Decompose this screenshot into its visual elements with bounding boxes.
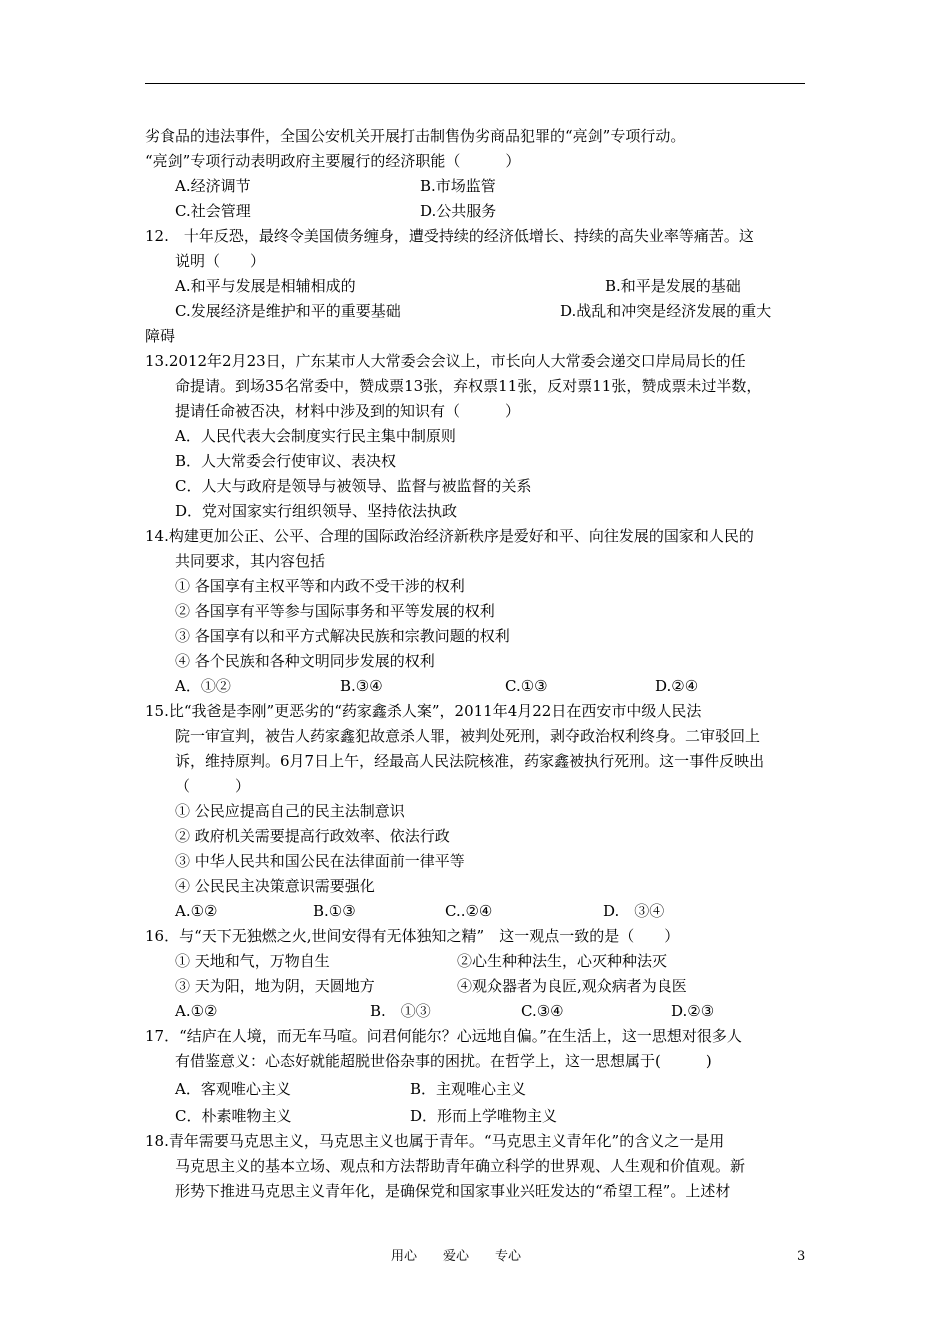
q16-option-d: D.②③ (671, 1002, 715, 1020)
q14-option-c: C.①③ (505, 677, 548, 695)
q11-option-a: A.经济调节 (175, 177, 251, 195)
q13-option-c: C．人大与政府是领导与被领导、监督与被监督的关系 (175, 477, 532, 495)
q17-line-1: 17．“结庐在人境，而无车马喧。问君何能尔？心远地自偏。”在生活上，这一思想对很多人 (145, 1027, 742, 1045)
q13-option-d: D．党对国家实行组织领导、坚持依法执政 (175, 502, 458, 520)
q16-item-2: ②心生种种法生，心灭种种法灭 (457, 952, 668, 970)
q17-option-c: C．朴素唯物主义 (175, 1107, 292, 1125)
q13-line-2: 命提请。到场35名常委中，赞成票13张，弃权票11张，反对票11张，赞成票未过半数， (175, 377, 762, 395)
q15-option-a: A.①② (175, 902, 218, 920)
q15-item-4: ④ 公民民主决策意识需要强化 (175, 877, 375, 895)
q14-item-1: ① 各国享有主权平等和内政不受干涉的权利 (175, 577, 465, 595)
q18-line-3: 形势下推进马克思主义青年化，是确保党和国家事业兴旺发达的“希望工程”。上述材 (175, 1182, 731, 1200)
q16-option-c: C.③④ (521, 1002, 564, 1020)
q11-option-d: D.公共服务 (420, 202, 497, 220)
q17-option-d: D．形而上学唯物主义 (410, 1107, 558, 1125)
q13-option-b: B．人大常委会行使审议、表决权 (175, 452, 397, 470)
q16-line-1: 16．与“天下无独燃之火,世间安得有无体独知之精” 这一观点一致的是（ ） (145, 927, 680, 945)
q13-line-3: 提请任命被否决，材料中涉及到的知识有（ ） (175, 402, 521, 420)
q15-item-2: ② 政府机关需要提高行政效率、依法行政 (175, 827, 450, 845)
q15-line-2: 院一审宣判，被告人药家鑫犯故意杀人罪，被判处死刑，剥夺政治权利终身。二审驳回上 (175, 727, 761, 745)
q16-item-4: ④观众器者为良匠,观众病者为良医 (457, 977, 687, 995)
q16-item-1: ① 天地和气，万物自生 (175, 952, 330, 970)
q13-line-1: 13.2012年2月23日，广东某市人大常委会会议上，市长向人大常委会递交口岸局局长的任 (145, 352, 746, 370)
q12-line-2: 说明（ ） (175, 252, 266, 270)
q15-line-3: 诉，维持原判。6月7日上午，经最高人民法院核准，药家鑫被执行死刑。这一事件反映出 (175, 752, 765, 770)
q12-option-a: A.和平与发展是相辅相成的 (175, 277, 356, 295)
q17-option-b: B．主观唯心主义 (410, 1080, 527, 1098)
q11-line-2: “亮剑”专项行动表明政府主要履行的经济职能（ ） (145, 152, 521, 170)
q15-option-c: C..②④ (445, 902, 493, 920)
q15-item-3: ③ 中华人民共和国公民在法律面前一律平等 (175, 852, 465, 870)
q12-option-d-wrap: 障碍 (145, 327, 176, 345)
q14-item-3: ③ 各国享有以和平方式解决民族和宗教问题的权利 (175, 627, 510, 645)
q12-option-d: D.战乱和冲突是经济发展的重大 (560, 302, 772, 320)
q14-option-b: B.③④ (340, 677, 383, 695)
q15-item-1: ① 公民应提高自己的民主法制意识 (175, 802, 405, 820)
q15-line-4: （ ） (175, 777, 251, 795)
q12-option-c: C.发展经济是维护和平的重要基础 (175, 302, 401, 320)
q16-option-b: B. ①③ (370, 1002, 431, 1020)
q14-line-2: 共同要求，其内容包括 (175, 552, 326, 570)
q11-option-b: B.市场监管 (420, 177, 496, 195)
q12-option-b: B.和平是发展的基础 (605, 277, 741, 295)
q17-line-2: 有借鉴意义：心态好就能超脱世俗杂事的困扰。在哲学上，这一思想属于( ) (175, 1052, 712, 1070)
q14-item-2: ② 各国享有平等参与国际事务和平等发展的权利 (175, 602, 495, 620)
q14-item-4: ④ 各个民族和各种文明同步发展的权利 (175, 652, 435, 670)
footer-text: 用心 爱心 专心 (391, 1249, 522, 1264)
q11-line-1: 劣食品的违法事件，全国公安机关开展打击制售伪劣商品犯罪的“亮剑”专项行动。 (145, 127, 686, 145)
q14-line-1: 14.构建更加公正、公平、合理的国际政治经济新秩序是爱好和平、向往发展的国家和人民的 (145, 527, 754, 545)
q11-option-c: C.社会管理 (175, 202, 251, 220)
q12-line-1: 12. 十年反恐，最终令美国债务缠身，遭受持续的经济低增长、持续的高失业率等痛苦。这 (145, 227, 754, 245)
q18-line-2: 马克思主义的基本立场、观点和方法帮助青年确立科学的世界观、人生观和价值观。新 (175, 1157, 746, 1175)
q15-option-b: B.①③ (313, 902, 356, 920)
header-rule (145, 83, 805, 84)
q15-option-d: D. ③④ (603, 902, 665, 920)
q13-option-a: A．人民代表大会制度实行民主集中制原则 (175, 427, 456, 445)
q14-option-a: A．①② (175, 677, 231, 695)
q18-line-1: 18.青年需要马克思主义，马克思主义也属于青年。“马克思主义青年化”的含义之一是用 (145, 1132, 725, 1150)
q17-option-a: A．客观唯心主义 (175, 1080, 291, 1098)
q14-option-d: D.②④ (655, 677, 699, 695)
page-number: 3 (797, 1249, 806, 1264)
q16-item-3: ③ 天为阳，地为阴，天圆地方 (175, 977, 375, 995)
q15-line-1: 15.比“我爸是李刚”更恶劣的“药家鑫杀人案”，2011年4月22日在西安市中级人民法 (145, 702, 702, 720)
q16-option-a: A.①② (175, 1002, 218, 1020)
